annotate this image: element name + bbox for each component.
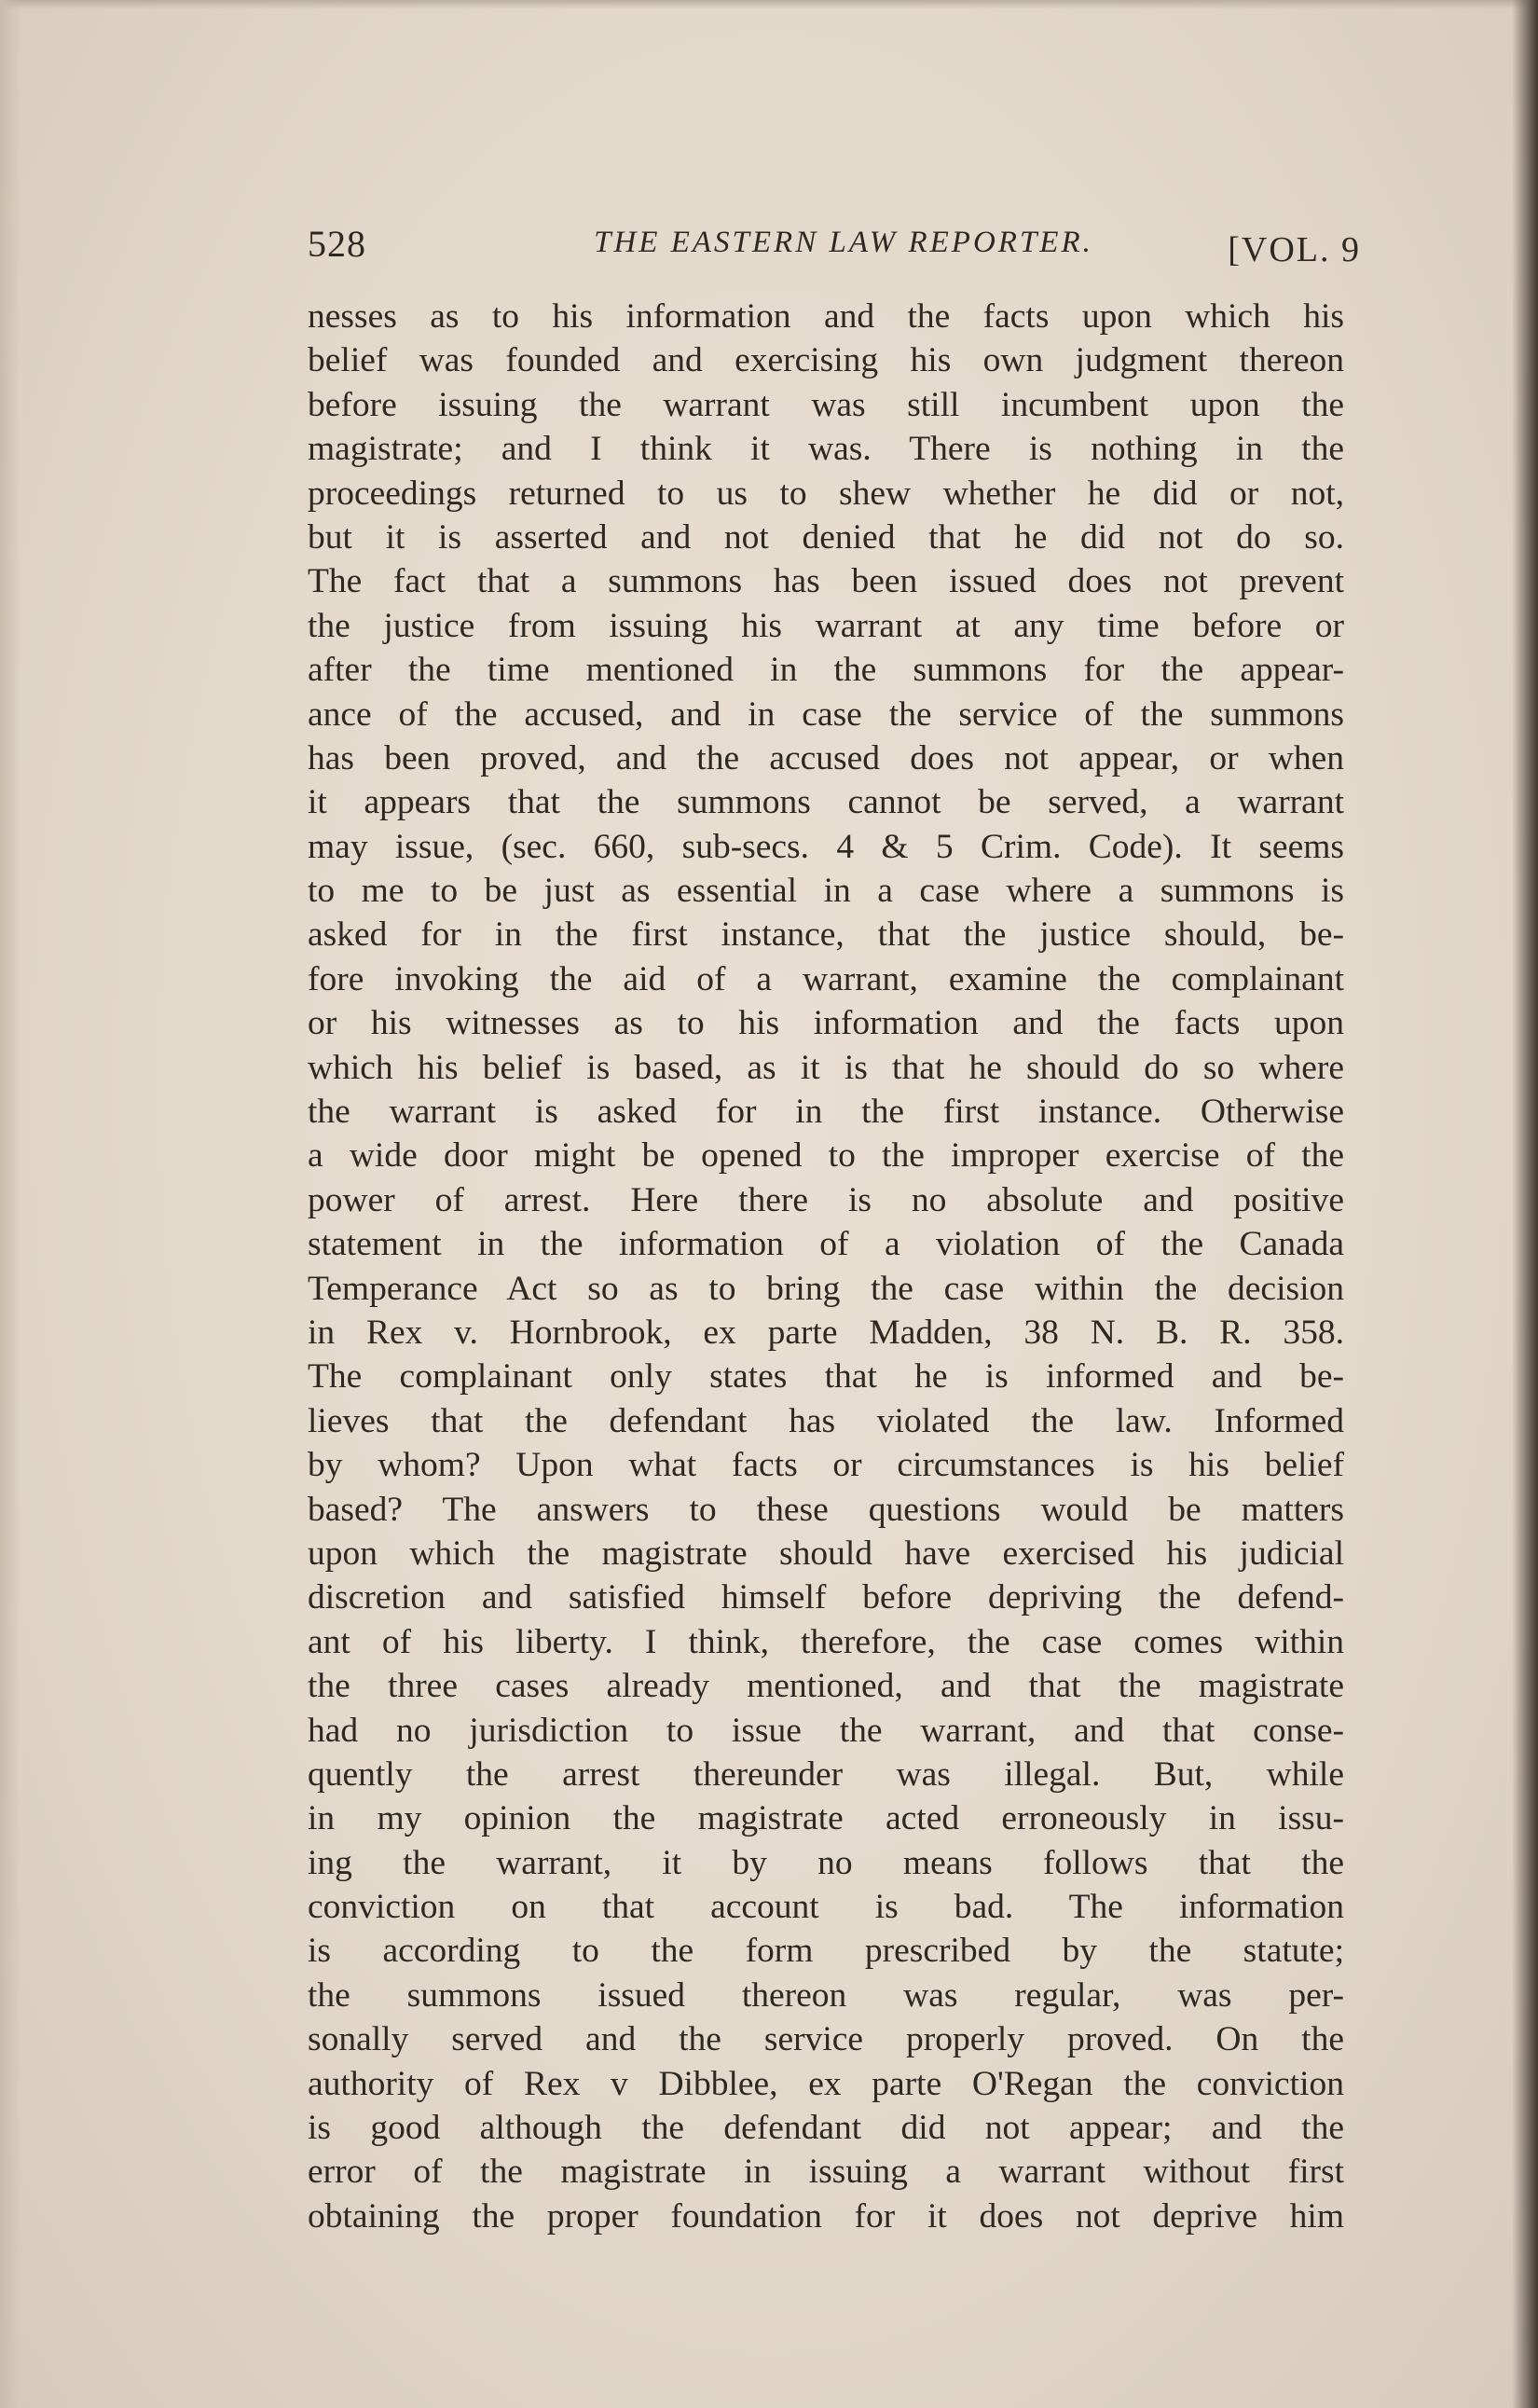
text-line: error of the magistrate in issuing a warrant without first (308, 2153, 1344, 2192)
text-line: is according to the form prescribed by the statute; (308, 1932, 1344, 1971)
text-line: after the time mentioned in the summons for the appear- (308, 651, 1344, 690)
text-line: may issue, (sec. 660, sub-secs. 4 & 5 Crim. Code). It seems (308, 827, 1344, 866)
text-line: has been proved, and the accused does not appear, or when (308, 738, 1344, 777)
text-line: magistrate; and I think it was. There is nothing in the (308, 430, 1344, 469)
text-line: which his belief is based, as it is that he should do so where (308, 1048, 1344, 1087)
text-line: in my opinion the magistrate acted erroneously in issu- (308, 1799, 1344, 1838)
book-spine-edge (1512, 0, 1538, 2408)
text-line: upon which the magistrate should have exercised his judicial (308, 1534, 1344, 1573)
text-line: the warrant is asked for in the first instance. Otherwise (308, 1093, 1344, 1132)
text-line: obtaining the proper foundation for it does not deprive him (308, 2196, 1344, 2236)
text-line: belief was founded and exercising his own judgment thereon (308, 341, 1344, 380)
page-number: 528 (308, 223, 366, 265)
text-line: authority of Rex v Dibblee, ex parte O'Regan the conviction (308, 2064, 1344, 2103)
text-line: by whom? Upon what facts or circumstances is his belief (308, 1446, 1344, 1485)
text-line: a wide door might be opened to the improper exercise of the (308, 1136, 1344, 1176)
text-line: sonally served and the service properly proved. On the (308, 2020, 1344, 2059)
text-line: Temperance Act so as to bring the case within the decision (308, 1269, 1344, 1308)
text-line: ance of the accused, and in case the service of the summons (308, 695, 1344, 734)
page-top-edge (0, 0, 1538, 9)
text-line: the three cases already mentioned, and that the magistrate (308, 1667, 1344, 1706)
volume-label: [VOL. 9 (1228, 230, 1361, 269)
text-line: conviction on that account is bad. The information (308, 1888, 1344, 1927)
text-line: the justice from issuing his warrant at any time before or (308, 606, 1344, 645)
page-header (308, 222, 1361, 278)
page-left-edge (0, 0, 21, 2408)
text-line: lieves that the defendant has violated the law. Informed (308, 1401, 1344, 1440)
running-title: THE EASTERN LAW REPORTER. (594, 226, 1093, 259)
text-line: asked for in the first instance, that the justice should, be- (308, 915, 1344, 955)
text-line: before issuing the warrant was still incumbent upon the (308, 385, 1344, 424)
text-line: or his witnesses as to his information and the facts upon (308, 1004, 1344, 1043)
body-text (308, 295, 1344, 2238)
text-line: to me to be just as essential in a case where a summons is (308, 872, 1344, 911)
text-line: it appears that the summons cannot be served, a warrant (308, 783, 1344, 822)
text-line: quently the arrest thereunder was illegal. But, while (308, 1754, 1344, 1794)
text-line: power of arrest. Here there is no absolute and positive (308, 1180, 1344, 1219)
text-line: The complainant only states that he is informed and be- (308, 1357, 1344, 1397)
text-line: statement in the information of a violation of the Canada (308, 1225, 1344, 1264)
text-line: had no jurisdiction to issue the warrant, and that conse- (308, 1711, 1344, 1750)
text-line: but it is asserted and not denied that he did not do so. (308, 517, 1344, 557)
text-line: fore invoking the aid of a warrant, examine the complainant (308, 959, 1344, 998)
text-line: The fact that a summons has been issued does not prevent (308, 562, 1344, 601)
text-line: based? The answers to these questions would be matters (308, 1490, 1344, 1529)
text-line: proceedings returned to us to shew whether he did or not, (308, 474, 1344, 513)
text-line: in Rex v. Hornbrook, ex parte Madden, 38 N. B. R. 358. (308, 1313, 1344, 1352)
text-line: ant of his liberty. I think, therefore, the case comes within (308, 1622, 1344, 1661)
text-line: is good although the defendant did not appear; and the (308, 2109, 1344, 2148)
text-line: discretion and satisfied himself before depriving the defend- (308, 1578, 1344, 1617)
text-line: ing the warrant, it by no means follows that the (308, 1843, 1344, 1882)
text-line: the summons issued thereon was regular, was per- (308, 1975, 1344, 2015)
text-line: nesses as to his information and the facts upon which his (308, 297, 1344, 336)
